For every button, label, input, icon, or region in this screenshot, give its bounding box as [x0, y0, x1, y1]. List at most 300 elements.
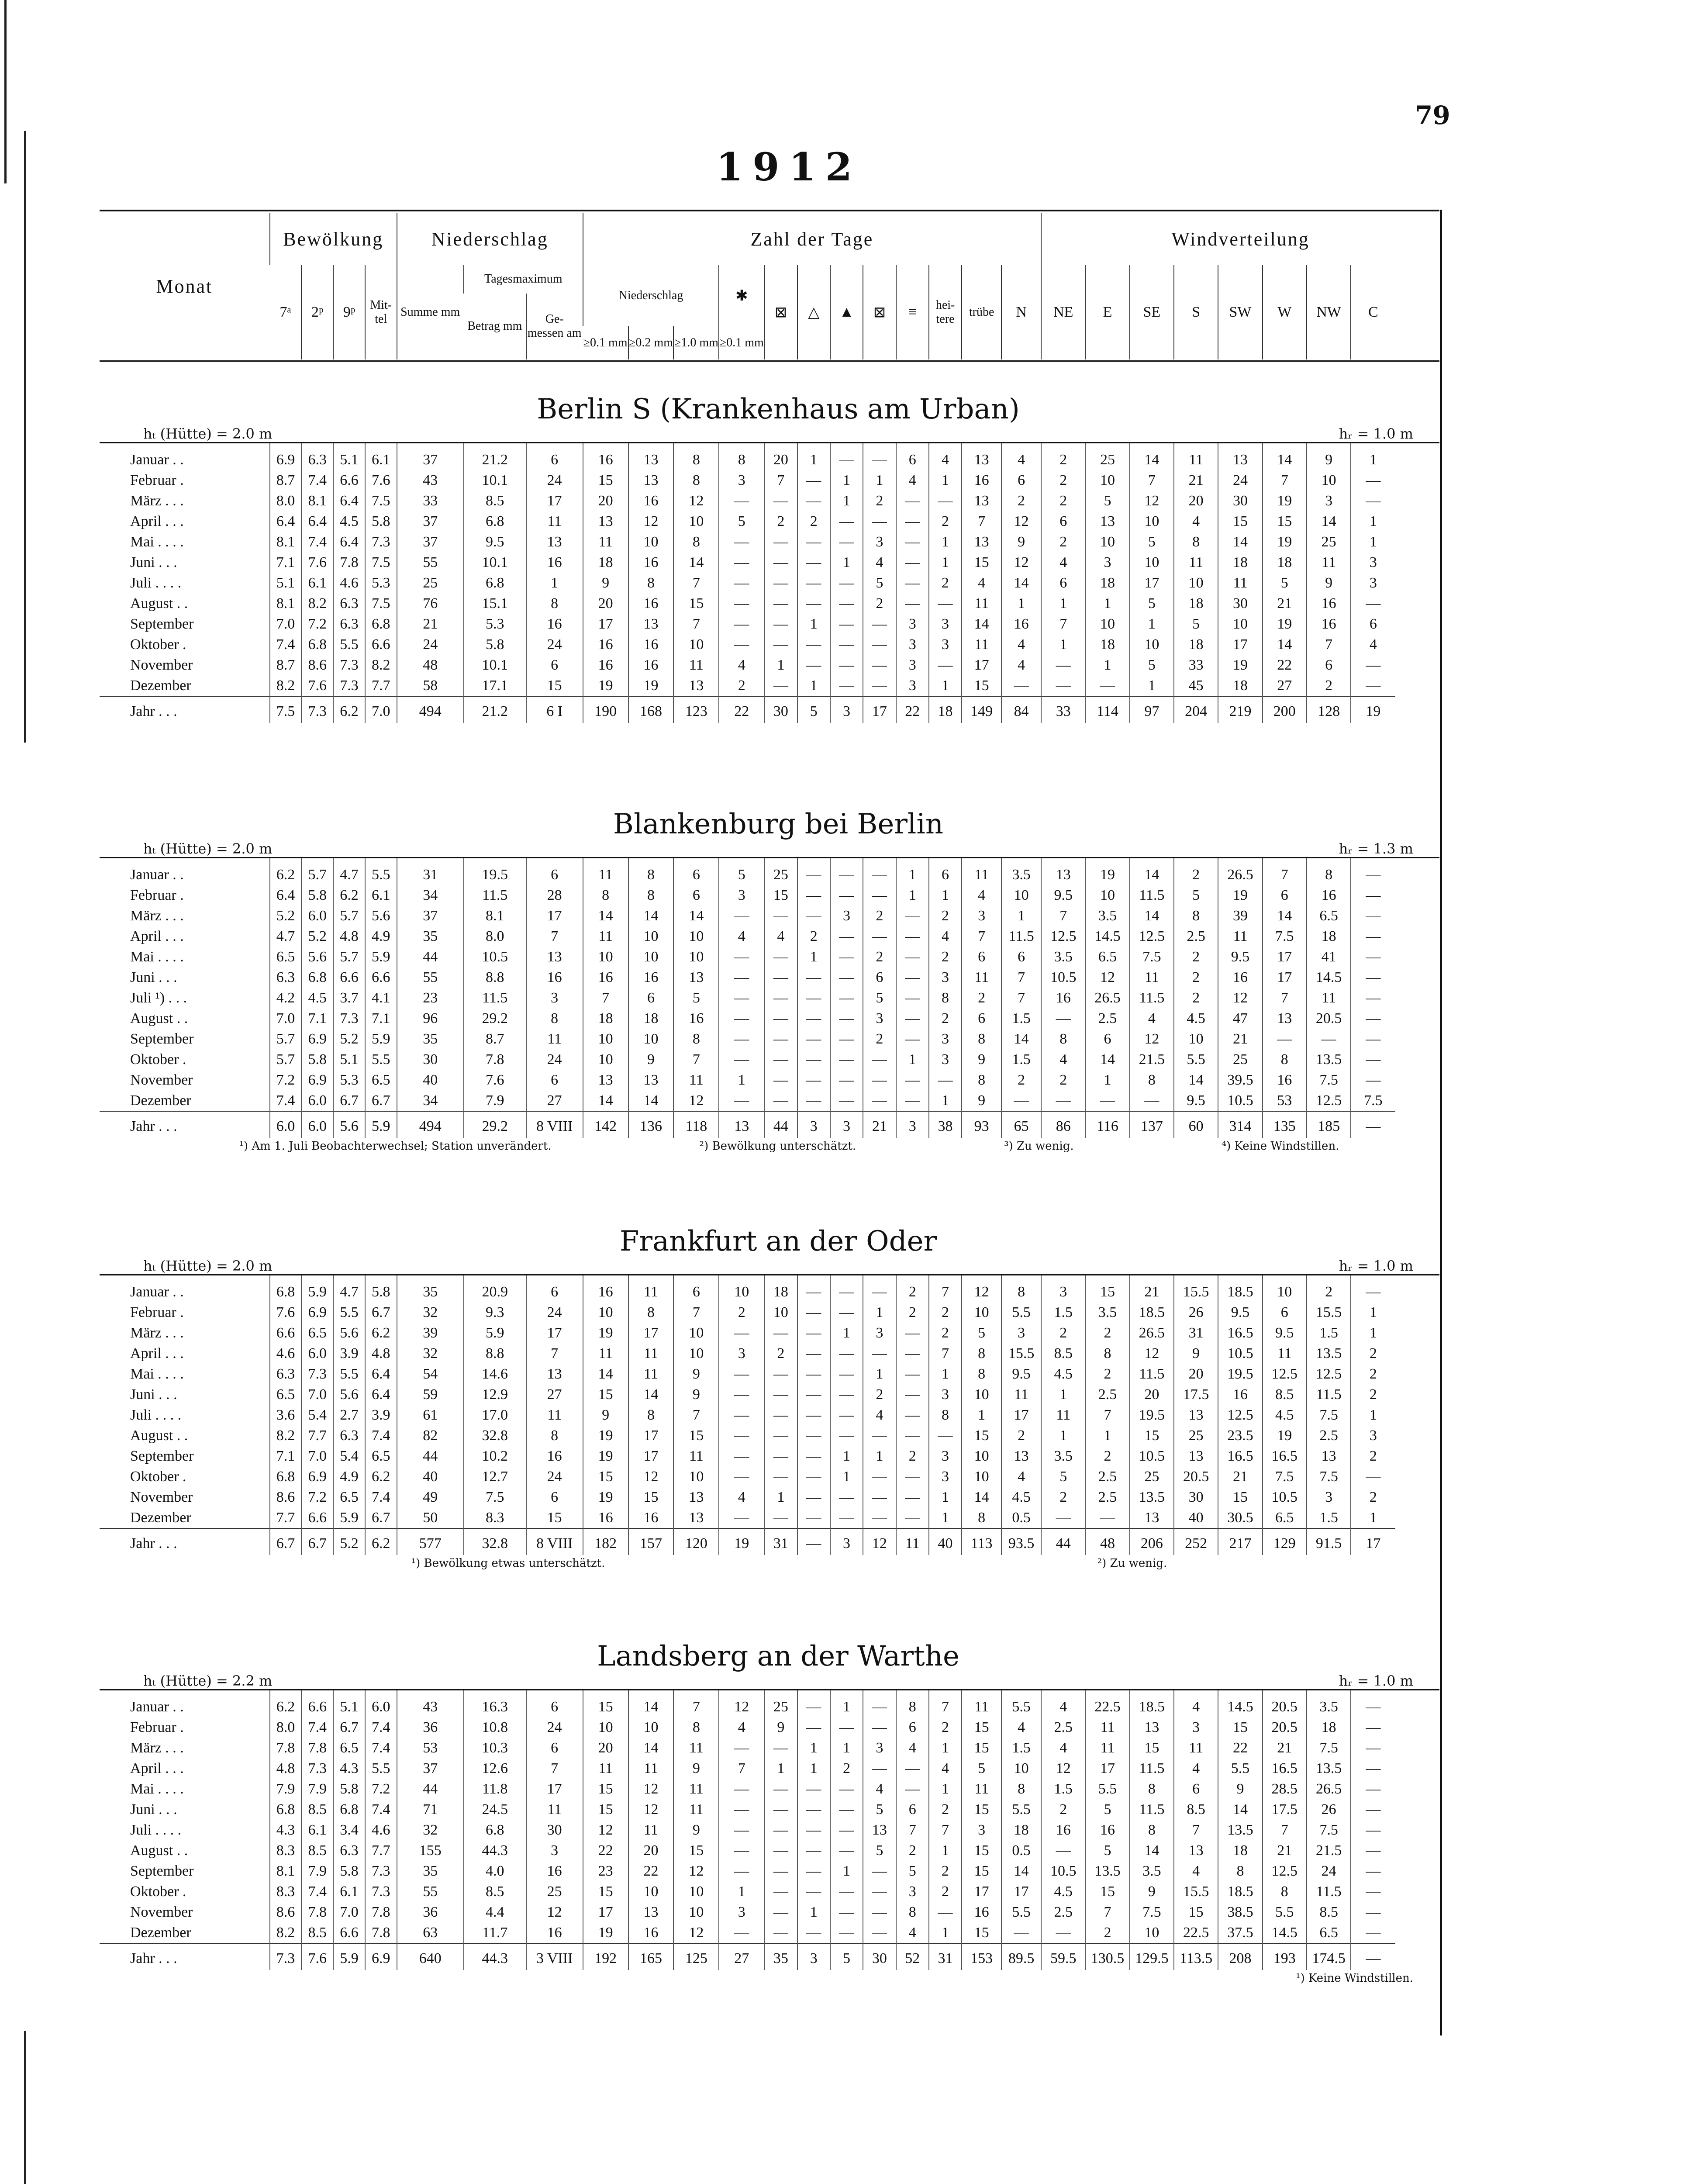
table-cell: 7: [929, 1343, 962, 1364]
table-cell: —: [764, 552, 797, 573]
table-cell: 18: [1085, 634, 1129, 655]
table-cell: 1: [929, 675, 962, 696]
table-cell: 7.7: [301, 1425, 333, 1446]
table-cell: 1: [962, 1405, 1001, 1425]
table-cell: 17: [962, 655, 1001, 675]
table-cell: 6: [526, 1275, 583, 1302]
table-cell: 6.3: [333, 1840, 365, 1861]
table-cell: —: [830, 1881, 863, 1902]
table-cell: 12.5: [1263, 1861, 1307, 1881]
table-cell: 6.2: [270, 1690, 302, 1717]
table-cell: —: [719, 1779, 764, 1799]
table-cell: —: [719, 593, 764, 614]
table-cell: 13: [1174, 1405, 1218, 1425]
table-cell: 16: [1307, 614, 1351, 634]
table-cell: —: [797, 1466, 830, 1487]
table-cell: 15.5: [1174, 1881, 1218, 1902]
table-cell: 9.5: [1218, 947, 1262, 967]
table-cell: 7.4: [365, 1717, 397, 1738]
table-cell: 14: [1085, 1049, 1129, 1070]
table-cell: 7.5: [464, 1487, 526, 1507]
table-cell: 16: [628, 491, 674, 511]
table-cell: 20.5: [1263, 1717, 1307, 1738]
table-cell: 6.8: [270, 1799, 302, 1820]
table-cell: 4.6: [270, 1343, 302, 1364]
table-cell: —: [863, 634, 896, 655]
table-cell: 12: [628, 1466, 674, 1487]
table-cell: 21: [397, 614, 464, 634]
table-cell: 7.3: [365, 1861, 397, 1881]
table-cell: 8: [1001, 1275, 1041, 1302]
table-cell: 10.5: [1130, 1446, 1174, 1466]
table-cell: 5.9: [365, 1111, 397, 1138]
table-cell: —: [797, 1717, 830, 1738]
table-cell: 6.5: [270, 1384, 302, 1405]
table-cell: 7: [1307, 634, 1351, 655]
table-cell: 12: [673, 1861, 719, 1881]
table-cell: —: [719, 1861, 764, 1881]
table-cell: 21: [1218, 1466, 1262, 1487]
table-cell: 6.2: [270, 858, 302, 885]
table-cell: 6.4: [270, 885, 302, 905]
table-cell: 5: [673, 988, 719, 1008]
table-cell: 14: [1263, 443, 1307, 470]
table-cell: —: [830, 511, 863, 532]
table-cell: —: [896, 1507, 929, 1528]
table-cell: 17: [526, 1779, 583, 1799]
table-cell: 16.3: [464, 1690, 526, 1717]
table-cell: 38.5: [1218, 1902, 1262, 1922]
table-cell: 5.6: [333, 1323, 365, 1343]
table-cell: —: [830, 1302, 863, 1323]
table-cell: 6: [1263, 1302, 1307, 1323]
table-cell: 19: [719, 1528, 764, 1555]
table-cell: 206: [1130, 1528, 1174, 1555]
table-cell: 14: [628, 1738, 674, 1758]
table-row: [100, 573, 1439, 593]
table-cell: —: [797, 1070, 830, 1090]
table-cell: 15: [673, 593, 719, 614]
table-cell: 30: [1218, 593, 1262, 614]
table-cell: 2: [1041, 443, 1085, 470]
table-cell: 3: [719, 1902, 764, 1922]
table-cell: —: [719, 1507, 764, 1528]
table-cell: —: [1041, 675, 1085, 696]
table-cell: —: [797, 1090, 830, 1111]
table-cell: —: [863, 926, 896, 947]
table-cell: 6.3: [333, 1425, 365, 1446]
table-cell: 3: [830, 905, 863, 926]
table-cell: —: [863, 614, 896, 634]
table-cell: —: [719, 1090, 764, 1111]
table-cell: 8.6: [301, 655, 333, 675]
table-cell: 13: [1001, 1446, 1041, 1466]
table-cell: 5.2: [333, 1528, 365, 1555]
table-cell: 8.5: [464, 491, 526, 511]
table-cell: 19: [1218, 885, 1262, 905]
table-cell: 7: [1001, 988, 1041, 1008]
table-cell: 13.5: [1307, 1049, 1351, 1070]
table-cell: 3.9: [333, 1343, 365, 1364]
table-cell: 14: [1218, 532, 1262, 552]
table-cell: 15: [962, 1425, 1001, 1446]
table-cell: 12.7: [464, 1466, 526, 1487]
table-cell: 4.5: [301, 988, 333, 1008]
table-cell: 1: [896, 858, 929, 885]
table-cell: 14: [1130, 1840, 1174, 1861]
table-cell: —: [863, 1690, 896, 1717]
table-cell: 6.4: [365, 1384, 397, 1405]
table-cell: 6.2: [333, 696, 365, 723]
table-cell: 3: [863, 1008, 896, 1029]
table-cell: 11.5: [1130, 1364, 1174, 1384]
table-cell: 2: [863, 491, 896, 511]
table-cell: —: [1351, 491, 1395, 511]
table-cell: 5.1: [333, 1690, 365, 1717]
table-cell: 2: [929, 511, 962, 532]
table-cell: 55: [397, 1881, 464, 1902]
table-cell: 10: [583, 1049, 628, 1070]
table-cell: 1: [1041, 634, 1085, 655]
table-cell: 20: [1130, 1384, 1174, 1405]
table-cell: 11.7: [464, 1922, 526, 1943]
table-cell: —: [719, 1840, 764, 1861]
table-row: [100, 858, 1439, 885]
table-cell: 10: [1085, 470, 1129, 491]
table-cell: 6: [863, 967, 896, 988]
table-cell: 10: [1174, 573, 1218, 593]
table-cell: 10.3: [464, 1738, 526, 1758]
table-cell: 7.5: [1307, 1070, 1351, 1090]
table-cell: 4.0: [464, 1861, 526, 1881]
table-cell: 15: [962, 1922, 1001, 1943]
table-cell: —: [830, 1507, 863, 1528]
table-cell: 1: [830, 552, 863, 573]
table-cell: 8.1: [270, 593, 302, 614]
table-cell: 9: [628, 1049, 674, 1070]
table-cell: 1.5: [1307, 1323, 1351, 1343]
table-cell: —: [1351, 1690, 1395, 1717]
table-cell: 17: [1001, 1881, 1041, 1902]
table-cell: —: [764, 1799, 797, 1820]
table-cell: 9: [673, 1758, 719, 1779]
station-title: Frankfurt an der Oder: [619, 1225, 937, 1258]
table-cell: —: [719, 1029, 764, 1049]
table-cell: 22: [719, 696, 764, 723]
month-cell: Oktober .: [130, 1883, 186, 1900]
header-snow-ge-0-1: ≥0.1 mm: [719, 326, 764, 359]
table-cell: 3: [962, 1820, 1001, 1840]
table-cell: —: [764, 1861, 797, 1881]
table-cell: 15: [1085, 1275, 1129, 1302]
table-cell: 35: [397, 926, 464, 947]
station-height-line: [100, 840, 1439, 857]
table-cell: 2: [896, 1446, 929, 1466]
table-cell: —: [764, 1090, 797, 1111]
table-cell: 2.5: [1174, 926, 1218, 947]
table-cell: 7.2: [301, 1487, 333, 1507]
table-cell: 4: [764, 926, 797, 947]
table-cell: 3: [896, 1881, 929, 1902]
table-cell: 3.5: [1041, 1446, 1085, 1466]
table-cell: 1: [830, 1323, 863, 1343]
table-cell: 2: [863, 1029, 896, 1049]
table-cell: 7.3: [301, 1758, 333, 1779]
table-cell: —: [719, 1446, 764, 1466]
month-cell: Oktober .: [130, 1051, 186, 1068]
month-cell: März . . .: [130, 492, 184, 509]
table-cell: 16: [628, 593, 674, 614]
table-cell: 5.9: [333, 1943, 365, 1970]
table-cell: —: [830, 1799, 863, 1820]
table-cell: 8: [1001, 1779, 1041, 1799]
table-cell: 14: [673, 905, 719, 926]
table-cell: —: [797, 1690, 830, 1717]
table-cell: 13.5: [1307, 1343, 1351, 1364]
table-cell: 8: [896, 1902, 929, 1922]
table-cell: 25: [1085, 443, 1129, 470]
table-cell: 15: [1218, 1717, 1262, 1738]
month-cell: Mai . . . .: [130, 533, 184, 550]
table-row: [100, 1405, 1439, 1425]
table-cell: —: [764, 1008, 797, 1029]
table-cell: 6: [962, 1008, 1001, 1029]
month-cell: April . . .: [130, 1345, 184, 1362]
table-cell: —: [764, 532, 797, 552]
table-cell: 7.3: [301, 1364, 333, 1384]
table-cell: 6: [526, 1738, 583, 1758]
header-bottom-rule: [100, 360, 1439, 362]
table-cell: 2: [863, 905, 896, 926]
table-cell: 12.5: [1041, 926, 1085, 947]
table-cell: 16: [1263, 1070, 1307, 1090]
table-cell: 4: [1001, 443, 1041, 470]
table-cell: 8: [628, 858, 674, 885]
table-cell: 8: [628, 885, 674, 905]
table-cell: 5.1: [333, 443, 365, 470]
table-cell: —: [764, 1779, 797, 1799]
table-cell: 8: [673, 532, 719, 552]
footnote: ¹) Am 1. Juli Beobachterwechsel; Station unverändert.: [239, 1140, 552, 1153]
table-cell: 1: [764, 655, 797, 675]
table-cell: 4: [719, 926, 764, 947]
table-cell: 23.5: [1218, 1425, 1262, 1446]
scan-edge-line: [4, 0, 7, 183]
table-cell: 9: [673, 1364, 719, 1384]
table-cell: 16: [526, 1861, 583, 1881]
header-tagesmaximum: Tagesmaximum: [464, 265, 583, 294]
table-cell: 7.8: [301, 1902, 333, 1922]
table-cell: 11.5: [1130, 1799, 1174, 1820]
table-cell: —: [1041, 1840, 1085, 1861]
table-cell: 18.5: [1218, 1275, 1262, 1302]
table-cell: 5.5: [1001, 1799, 1041, 1820]
station-height-line: [100, 1258, 1439, 1274]
table-cell: 1.5: [1307, 1507, 1351, 1528]
table-cell: 22.5: [1174, 1922, 1218, 1943]
header-wind-ne: NE: [1041, 265, 1085, 359]
table-cell: 5.5: [1001, 1690, 1041, 1717]
table-cell: 15: [1130, 1738, 1174, 1758]
table-cell: 1: [830, 1446, 863, 1466]
table-cell: 7.1: [270, 552, 302, 573]
table-cell: —: [1351, 858, 1395, 885]
table-cell: 2: [1085, 1323, 1129, 1343]
table-top-rule: [100, 210, 1439, 211]
table-cell: 35: [397, 1275, 464, 1302]
table-cell: 6.9: [301, 1466, 333, 1487]
table-cell: 19: [1263, 614, 1307, 634]
table-cell: 5.8: [333, 1779, 365, 1799]
table-cell: 3: [526, 988, 583, 1008]
table-cell: —: [830, 1343, 863, 1364]
table-cell: 16: [962, 1902, 1001, 1922]
table-cell: 7: [673, 614, 719, 634]
table-cell: 7: [1130, 470, 1174, 491]
month-cell: Jahr . . .: [100, 1111, 270, 1138]
table-cell: 19: [1351, 696, 1395, 723]
table-cell: 19.5: [1218, 1364, 1262, 1384]
table-cell: 5.6: [333, 1111, 365, 1138]
table-cell: 17.1: [464, 675, 526, 696]
table-cell: —: [863, 1275, 896, 1302]
table-cell: 18.5: [1218, 1881, 1262, 1902]
table-cell: 19: [583, 1323, 628, 1343]
table-cell: 7.2: [301, 614, 333, 634]
table-cell: 7: [1041, 905, 1085, 926]
table-cell: 16: [673, 1008, 719, 1029]
table-cell: 12.5: [1263, 1364, 1307, 1384]
table-row: [100, 1507, 1439, 1528]
table-cell: 2: [1351, 1487, 1395, 1507]
table-cell: 43: [397, 470, 464, 491]
table-cell: 494: [397, 696, 464, 723]
table-cell: 3: [929, 1466, 962, 1487]
table-cell: 6: [526, 655, 583, 675]
table-cell: 18: [1174, 593, 1218, 614]
table-cell: 2: [1307, 1275, 1351, 1302]
table-cell: —: [719, 1049, 764, 1070]
table-cell: 20: [1174, 491, 1218, 511]
month-cell: November: [130, 1904, 193, 1920]
table-cell: 4.5: [1001, 1487, 1041, 1507]
table-cell: 7: [1085, 1405, 1129, 1425]
table-cell: 11: [673, 1738, 719, 1758]
table-cell: 11: [673, 655, 719, 675]
table-cell: 7.2: [365, 1779, 397, 1799]
table-cell: 18: [1174, 634, 1218, 655]
table-cell: 4.5: [1174, 1008, 1218, 1029]
table-cell: 6.0: [301, 1111, 333, 1138]
table-cell: —: [830, 675, 863, 696]
table-cell: 17: [1351, 1528, 1395, 1555]
table-cell: —: [797, 1799, 830, 1820]
table-cell: 2: [719, 1302, 764, 1323]
table-cell: 65: [1001, 1111, 1041, 1138]
table-cell: 24: [526, 1049, 583, 1070]
table-cell: 7.8: [464, 1049, 526, 1070]
table-cell: 10: [673, 1466, 719, 1487]
table-cell: 8.8: [464, 967, 526, 988]
table-cell: 2: [1307, 675, 1351, 696]
table-cell: 37: [397, 443, 464, 470]
table-cell: 9: [1307, 443, 1351, 470]
table-cell: 7.5: [1130, 1902, 1174, 1922]
table-cell: —: [797, 1861, 830, 1881]
table-cell: —: [929, 491, 962, 511]
table-cell: 7: [1085, 1902, 1129, 1922]
table-cell: 6.8: [333, 1799, 365, 1820]
table-row: [100, 470, 1439, 491]
table-cell: 6: [673, 1275, 719, 1302]
header-monat: Monat: [156, 276, 213, 297]
table-cell: 8: [1130, 1070, 1174, 1090]
header-gemessen: Ge- messen am: [526, 294, 583, 359]
header-truebe: trübe: [962, 265, 1001, 359]
table-cell: —: [1351, 1758, 1395, 1779]
table-cell: —: [797, 1507, 830, 1528]
table-cell: 11: [628, 1820, 674, 1840]
table-cell: 6: [526, 443, 583, 470]
table-cell: 20: [583, 1738, 628, 1758]
table-cell: 10: [673, 1881, 719, 1902]
table-cell: —: [719, 552, 764, 573]
table-cell: 4: [719, 1717, 764, 1738]
table-cell: 7.5: [365, 491, 397, 511]
table-cell: —: [797, 1323, 830, 1343]
table-cell: 8: [1307, 858, 1351, 885]
table-cell: 30.5: [1218, 1507, 1262, 1528]
table-cell: 2: [962, 988, 1001, 1008]
table-cell: 30: [863, 1943, 896, 1970]
table-cell: 11: [583, 532, 628, 552]
table-cell: 8: [1218, 1861, 1262, 1881]
table-cell: —: [863, 1466, 896, 1487]
table-cell: 1: [797, 443, 830, 470]
table-cell: —: [1351, 1717, 1395, 1738]
table-cell: —: [1351, 1049, 1395, 1070]
table-cell: 12: [719, 1690, 764, 1717]
table-cell: —: [1041, 1090, 1085, 1111]
table-cell: 11: [583, 1758, 628, 1779]
table-cell: 13: [628, 1902, 674, 1922]
table-cell: 13: [526, 947, 583, 967]
table-cell: 7.4: [301, 532, 333, 552]
table-cell: 5.7: [333, 947, 365, 967]
table-cell: —: [719, 988, 764, 1008]
table-cell: 2: [1174, 947, 1218, 967]
table-cell: 208: [1218, 1943, 1262, 1970]
table-cell: 6.5: [333, 1738, 365, 1758]
table-cell: 135: [1263, 1111, 1307, 1138]
table-cell: 23: [583, 1861, 628, 1881]
table-cell: 11: [1218, 573, 1262, 593]
table-cell: 8: [1263, 1881, 1307, 1902]
table-cell: 10: [673, 511, 719, 532]
table-cell: 5.6: [365, 905, 397, 926]
table-cell: 16: [583, 967, 628, 988]
table-cell: 22: [1218, 1738, 1262, 1758]
table-cell: 2: [1041, 491, 1085, 511]
table-cell: 7: [719, 1758, 764, 1779]
table-cell: 10.5: [1218, 1343, 1262, 1364]
table-cell: —: [1351, 1029, 1395, 1049]
table-cell: —: [863, 1881, 896, 1902]
table-cell: —: [764, 491, 797, 511]
table-cell: 37: [397, 1758, 464, 1779]
month-cell: Mai . . . .: [130, 1780, 184, 1797]
table-cell: 9: [673, 1820, 719, 1840]
